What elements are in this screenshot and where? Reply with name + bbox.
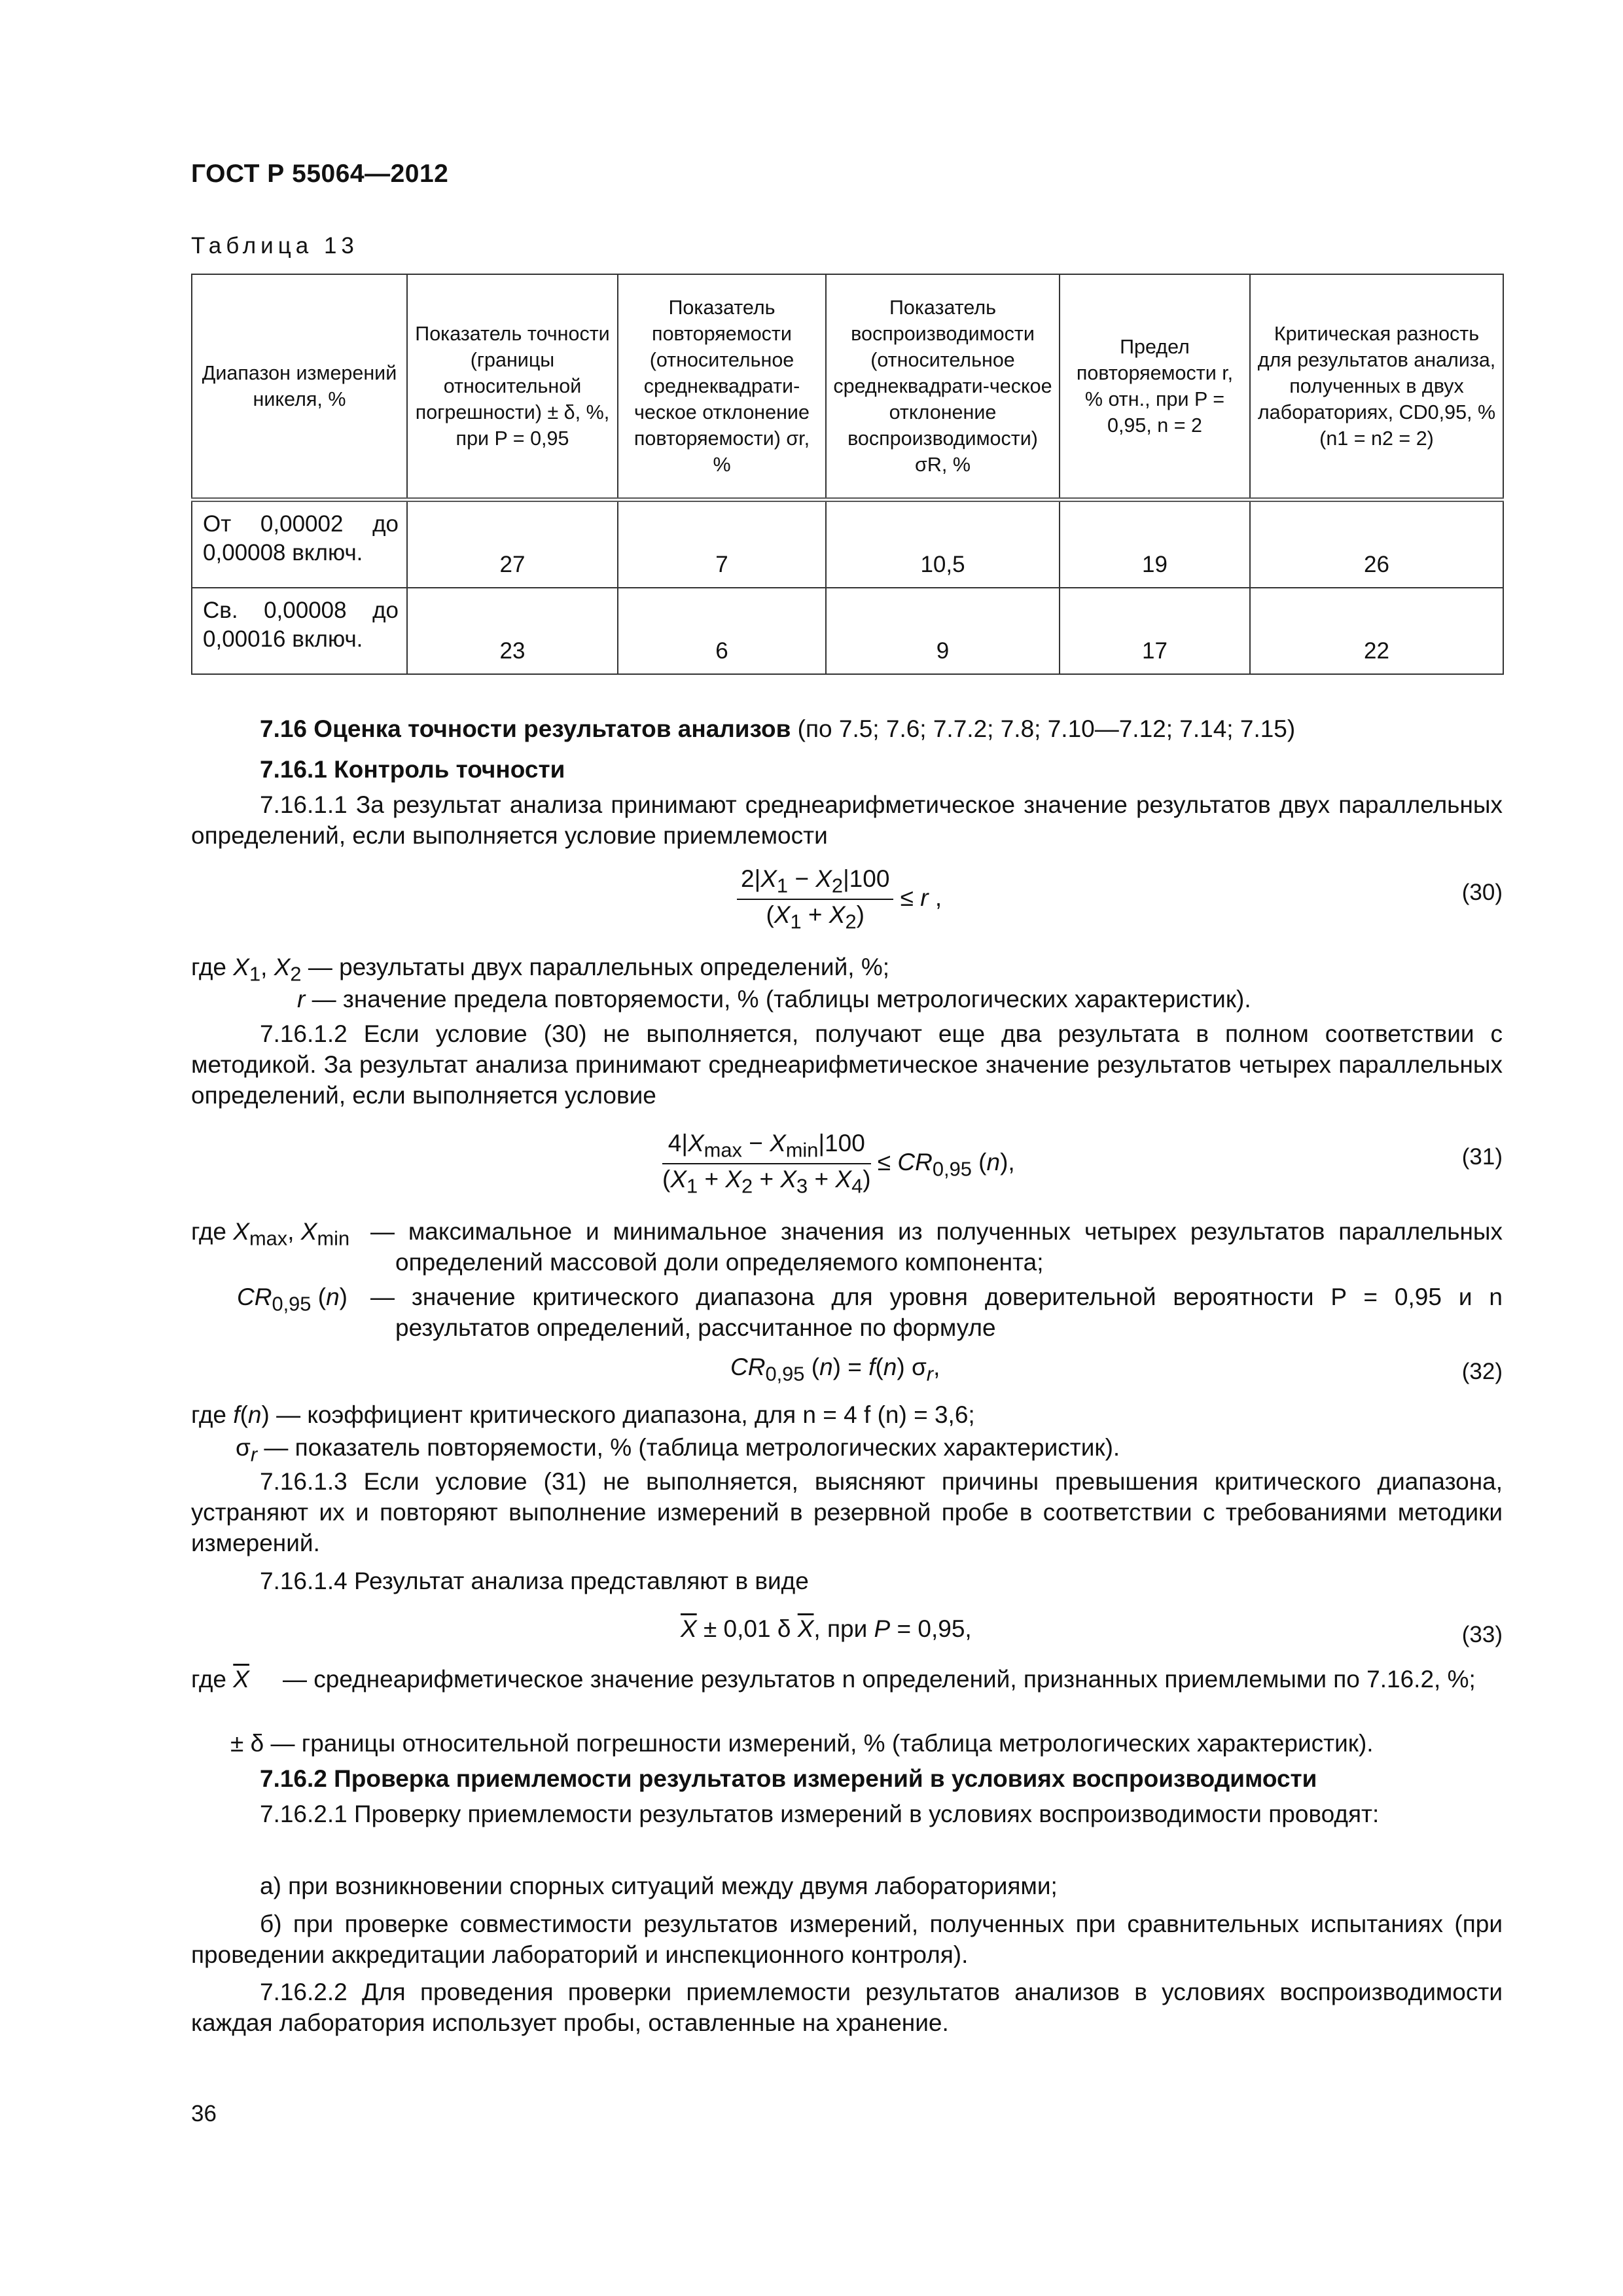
paragraph: 7.16.1.4 Результат анализа представляют в виде [260, 1568, 809, 1594]
where-clause: где $\overline{X}$ [191, 1666, 249, 1693]
table-header-row [192, 274, 1503, 500]
table-row [192, 588, 1503, 674]
where-clause: — среднеарифметическое значение результатов n определений, признанных приемлемыми по 7.16.2, %; [283, 1666, 1476, 1693]
paragraph: 7.16.1.1 За результат анализа принимают среднеарифметическое значение результатов двух параллельных определений, если выполняется условие приемлемости [191, 791, 1503, 849]
paragraph: 7.16.2.2 Для проведения проверки приемлемости результатов анализов в условиях воспроизводимости каждая лаборатория использует пробы, оставленные на хранение. [191, 1979, 1503, 2036]
table-cell: 26 [1250, 500, 1503, 588]
list-item: б) при проверке совместимости результатов измерений, полученных при сравнительных испытаниях (при проведении аккредитации лабораторий и инспекционного контроля). [191, 1910, 1503, 1968]
equation-30: $\frac{2|X_1 - X_2|100}{(X_1 + X_2)}$ ≤ r , [737, 865, 942, 934]
table-header-cell: Показатель точности (границы относительной погрешности) ± δ, %, при P = 0,95 [407, 274, 618, 500]
equation-number: (32) [1461, 1359, 1503, 1384]
table-cell: 9 [826, 588, 1060, 674]
table-cell: От 0,00002 до 0,00008 включ. [192, 500, 407, 588]
table-13 [191, 274, 1504, 675]
page-number: 36 [191, 2101, 217, 2126]
list-item: а) при возникновении спорных ситуаций между двумя лабораториями; [260, 1873, 1058, 1899]
paragraph: 7.16.2.1 Проверку приемлемости результатов измерений в условиях воспроизводимости проводят: [260, 1801, 1380, 1827]
equation-number: (30) [1461, 880, 1503, 905]
table-header-cell: Показатель повторяемости (относительное среднеквадрати-ческое отклонение повторяемости) σr, % [618, 274, 826, 500]
table-row [192, 500, 1503, 588]
where-clause: ± δ — границы относительной погрешности измерений, % (таблица метрологических характеристик). [230, 1730, 1374, 1757]
table-cell: 17 [1060, 588, 1250, 674]
table-cell: 27 [407, 500, 618, 588]
table-cell: 19 [1060, 500, 1250, 588]
document-header: ГОСТ Р 55064—2012 [191, 160, 449, 188]
equation-32: $CR_{0,95}$ (n) = f(n) $\sigma_r$, [730, 1354, 940, 1386]
where-clause: где $X_{max}$, $X_{min}$ [191, 1218, 350, 1250]
table-caption: Таблица 13 [191, 233, 359, 259]
paragraph: 7.16.1.3 Если условие (31) не выполняется, выясняют причины превышения критического диапазона, устраняют их и повторяют выполнение измерений в резервной пробе в соответствии с требованиями методики измерений. [191, 1468, 1503, 1556]
equation-31: $\frac{4|X_{max} - X_{min}|100}{(X_1 + X_2 + X_3 + X_4)}$ ≤ $CR_{0,95}$ (n), [662, 1130, 1015, 1198]
where-clause: — значение критического диапазона для уровня доверительной вероятности P = 0,95 и n результатов определений, рассчитанное по формуле [370, 1283, 1503, 1341]
table-header-cell: Предел повторяемости r, % отн., при P = 0,95, n = 2 [1060, 274, 1250, 500]
table-cell: 10,5 [826, 500, 1060, 588]
table-cell: 6 [618, 588, 826, 674]
table-header-cell: Критическая разность для результатов анализа, полученных в двух лабораториях, CD0,95, % (n1 = n2 = 2) [1250, 274, 1503, 500]
equation-33: $\overline{X} \pm 0,01$ δ $\overline{X}$, при P = 0,95, [681, 1615, 972, 1642]
where-clause: где f(n) — коэффициент критического диапазона, для n = 4 f (n) = 3,6; [191, 1401, 975, 1428]
where-clause: $\sigma_r$ — показатель повторяемости, % (таблица метрологических характеристик). [236, 1434, 1120, 1466]
subsection-heading: 7.16.2 Проверка приемлемости результатов измерений в условиях воспроизводимости [260, 1765, 1317, 1792]
section-heading: 7.16 Оценка точности результатов анализов (по 7.5; 7.6; 7.7.2; 7.8; 7.10—7.12; 7.14; 7.15) [260, 715, 1296, 742]
table-cell: 23 [407, 588, 618, 674]
table-header-cell: Показатель воспроизводимости (относительное среднеквадрати-ческое отклонение воспроизводимости) σR, % [826, 274, 1060, 500]
paragraph: 7.16.1.2 Если условие (30) не выполняется, получают еще два результата в полном соответствии с методикой. За результат анализа принимают среднеарифметическое значение результатов четырех параллельных определений, если выполняется условие [191, 1020, 1503, 1109]
subsection-heading: 7.16.1 Контроль точности [260, 756, 565, 783]
where-clause: — максимальное и минимальное значения из полученных четырех результатов параллельных определений массовой доли определяемого компонента; [370, 1218, 1503, 1276]
equation-number: (31) [1461, 1144, 1503, 1170]
table-cell: 7 [618, 500, 826, 588]
table-cell: Св. 0,00008 до 0,00016 включ. [192, 588, 407, 674]
table-header-cell: Диапазон измерений никеля, % [192, 274, 407, 500]
where-clause: где $X_1$, $X_2$ — результаты двух параллельных определений, %; [191, 954, 890, 986]
table-cell: 22 [1250, 588, 1503, 674]
equation-number: (33) [1461, 1622, 1503, 1647]
where-clause: $CR_{0,95}$ (n) [237, 1283, 348, 1316]
where-clause: r — значение предела повторяемости, % (таблицы метрологических характеристик). [297, 986, 1251, 1013]
